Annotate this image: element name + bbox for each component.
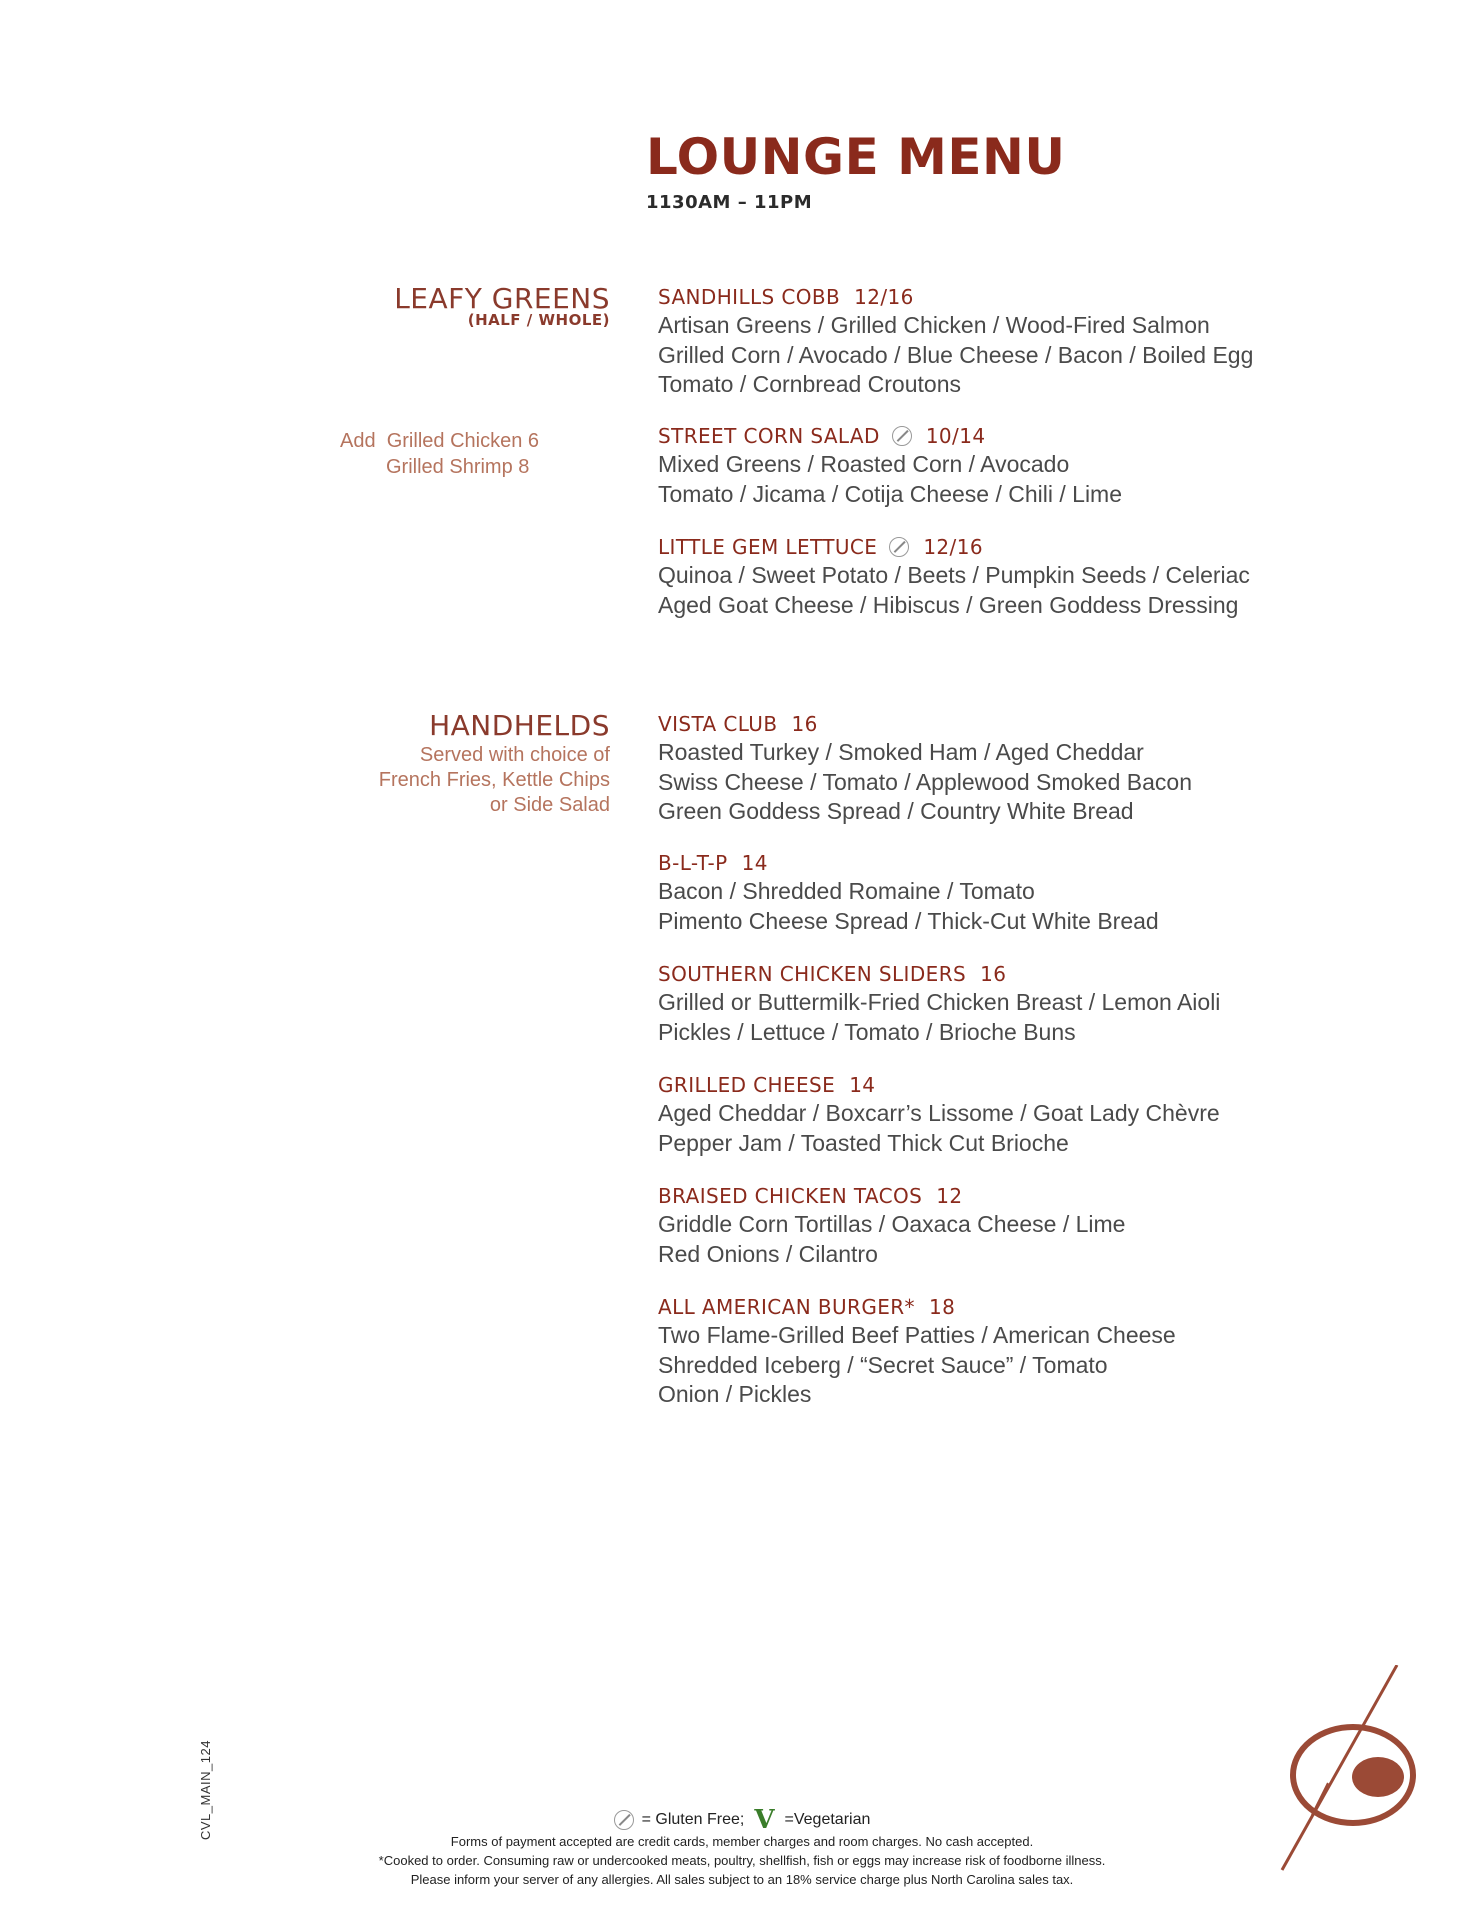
addon-shrimp: Grilled Shrimp 8 [386,456,530,478]
item-desc-line: Onion / Pickles [658,1381,812,1407]
footer-warning: *Cooked to order. Consuming raw or undercooked meats, poultry, shellfish, fish or eggs may increase risk of foodborne illness. [378,1853,1106,1868]
menu-item [658,710,1318,827]
addon-chicken: Grilled Chicken 6 [386,430,540,452]
menu-item [658,1182,1318,1269]
legend-vegetarian: =Vegetarian [784,1811,871,1828]
footer-payment: Forms of payment accepted are credit cards, member charges and room charges. No cash accepted. [450,1834,1034,1849]
item-desc-line: Shredded Iceberg / “Secret Sauce” / Tomato [658,1351,1108,1378]
item-desc-line: Tomato / Jicama / Cotija Cheese / Chili / Lime [658,480,1123,507]
handhelds-note [379,743,610,818]
item-desc-line: Grilled Corn / Avocado / Blue Cheese / Bacon / Boiled Egg [658,341,1254,368]
item-price: 12/16 [923,535,983,559]
vegetarian-icon: V [754,1805,775,1835]
document-code: CVL_MAIN_124 [198,1740,213,1840]
menu-item [658,283,1318,400]
item-name: SOUTHERN CHICKEN SLIDERS [658,962,967,986]
legend [0,1805,1484,1835]
item-desc-line: Artisan Greens / Grilled Chicken / Wood-Fired Salmon [658,312,1210,338]
item-name: SANDHILLS COBB [658,285,841,309]
addons [340,428,539,480]
item-desc-line: Mixed Greens / Roasted Corn / Avocado [658,451,1070,477]
item-name: STREET CORN SALAD [658,424,880,448]
item-desc-line: Aged Cheddar / Boxcarr’s Lissome / Goat Lady Chèvre [658,1100,1220,1126]
item-desc-line: Two Flame-Grilled Beef Patties / American Cheese [658,1322,1176,1348]
item-price: 10/14 [925,424,986,448]
item-price: 12/16 [854,285,914,309]
item-desc-line: Bacon / Shredded Romaine / Tomato [658,878,1035,904]
gluten-free-icon [614,1810,634,1830]
item-name: LITTLE GEM LETTUCE [658,535,878,559]
menu-item [658,422,1318,509]
section-title-handhelds: HANDHELDS [429,709,610,742]
item-desc-line: Grilled or Buttermilk-Fried Chicken Breast / Lemon Aioli [658,989,1221,1015]
item-desc-line: Green Goddess Spread / Country White Bread [658,798,1134,824]
addons-label: Add [340,430,376,452]
section-subtitle-leafy-greens: (HALF / WHOLE) [467,311,610,329]
item-price: 14 [849,1073,876,1097]
item-desc-line: Swiss Cheese / Tomato / Applewood Smoked Bacon [658,768,1192,795]
item-desc-line: Quinoa / Sweet Potato / Beets / Pumpkin Seeds / Celeriac [658,562,1250,588]
item-name: GRILLED CHEESE [658,1073,836,1097]
footer [0,1805,1484,1889]
item-desc-line: Griddle Corn Tortillas / Oaxaca Cheese / Lime [658,1211,1126,1237]
legend-gluten-free: = Gluten Free; [641,1811,745,1828]
note-line: or Side Salad [489,794,610,816]
menu-item [658,1071,1318,1158]
item-name: ALL AMERICAN BURGER* [658,1295,915,1319]
item-desc-line: Aged Goat Cheese / Hibiscus / Green Goddess Dressing [658,591,1239,618]
item-name: VISTA CLUB [658,712,778,736]
menu-item [658,533,1318,620]
menu-item [658,849,1318,936]
item-price: 16 [791,712,818,736]
item-price: 18 [928,1295,956,1319]
item-price: 12 [936,1184,963,1208]
note-line: Served with choice of [419,744,610,766]
hours: 1130AM – 11PM [646,192,813,213]
gluten-free-icon [892,426,912,446]
item-desc-line: Pickles / Lettuce / Tomato / Brioche Buns [658,1018,1076,1045]
note-line: French Fries, Kettle Chips [378,769,610,791]
item-price: 16 [980,962,1007,986]
item-desc-line: Pimento Cheese Spread / Thick-Cut White Bread [658,907,1159,934]
item-desc-line: Red Onions / Cilantro [658,1240,878,1267]
section-title-leafy-greens: LEAFY GREENS [394,282,610,315]
footer-allergy: Please inform your server of any allergies. All sales subject to an 18% service charge plus North Carolina sales tax. [410,1872,1074,1887]
item-desc-line: Pepper Jam / Toasted Thick Cut Brioche [658,1129,1069,1156]
menu-item [658,960,1318,1047]
item-desc-line: Roasted Turkey / Smoked Ham / Aged Cheddar [658,739,1144,765]
item-price: 14 [741,851,768,875]
item-desc-line: Tomato / Cornbread Croutons [658,371,961,397]
page-title: LOUNGE MENU [646,128,1066,186]
item-name: B-L-T-P [658,851,728,875]
menu-item [658,1293,1318,1410]
item-name: BRAISED CHICKEN TACOS [658,1184,923,1208]
gluten-free-icon [889,537,909,557]
